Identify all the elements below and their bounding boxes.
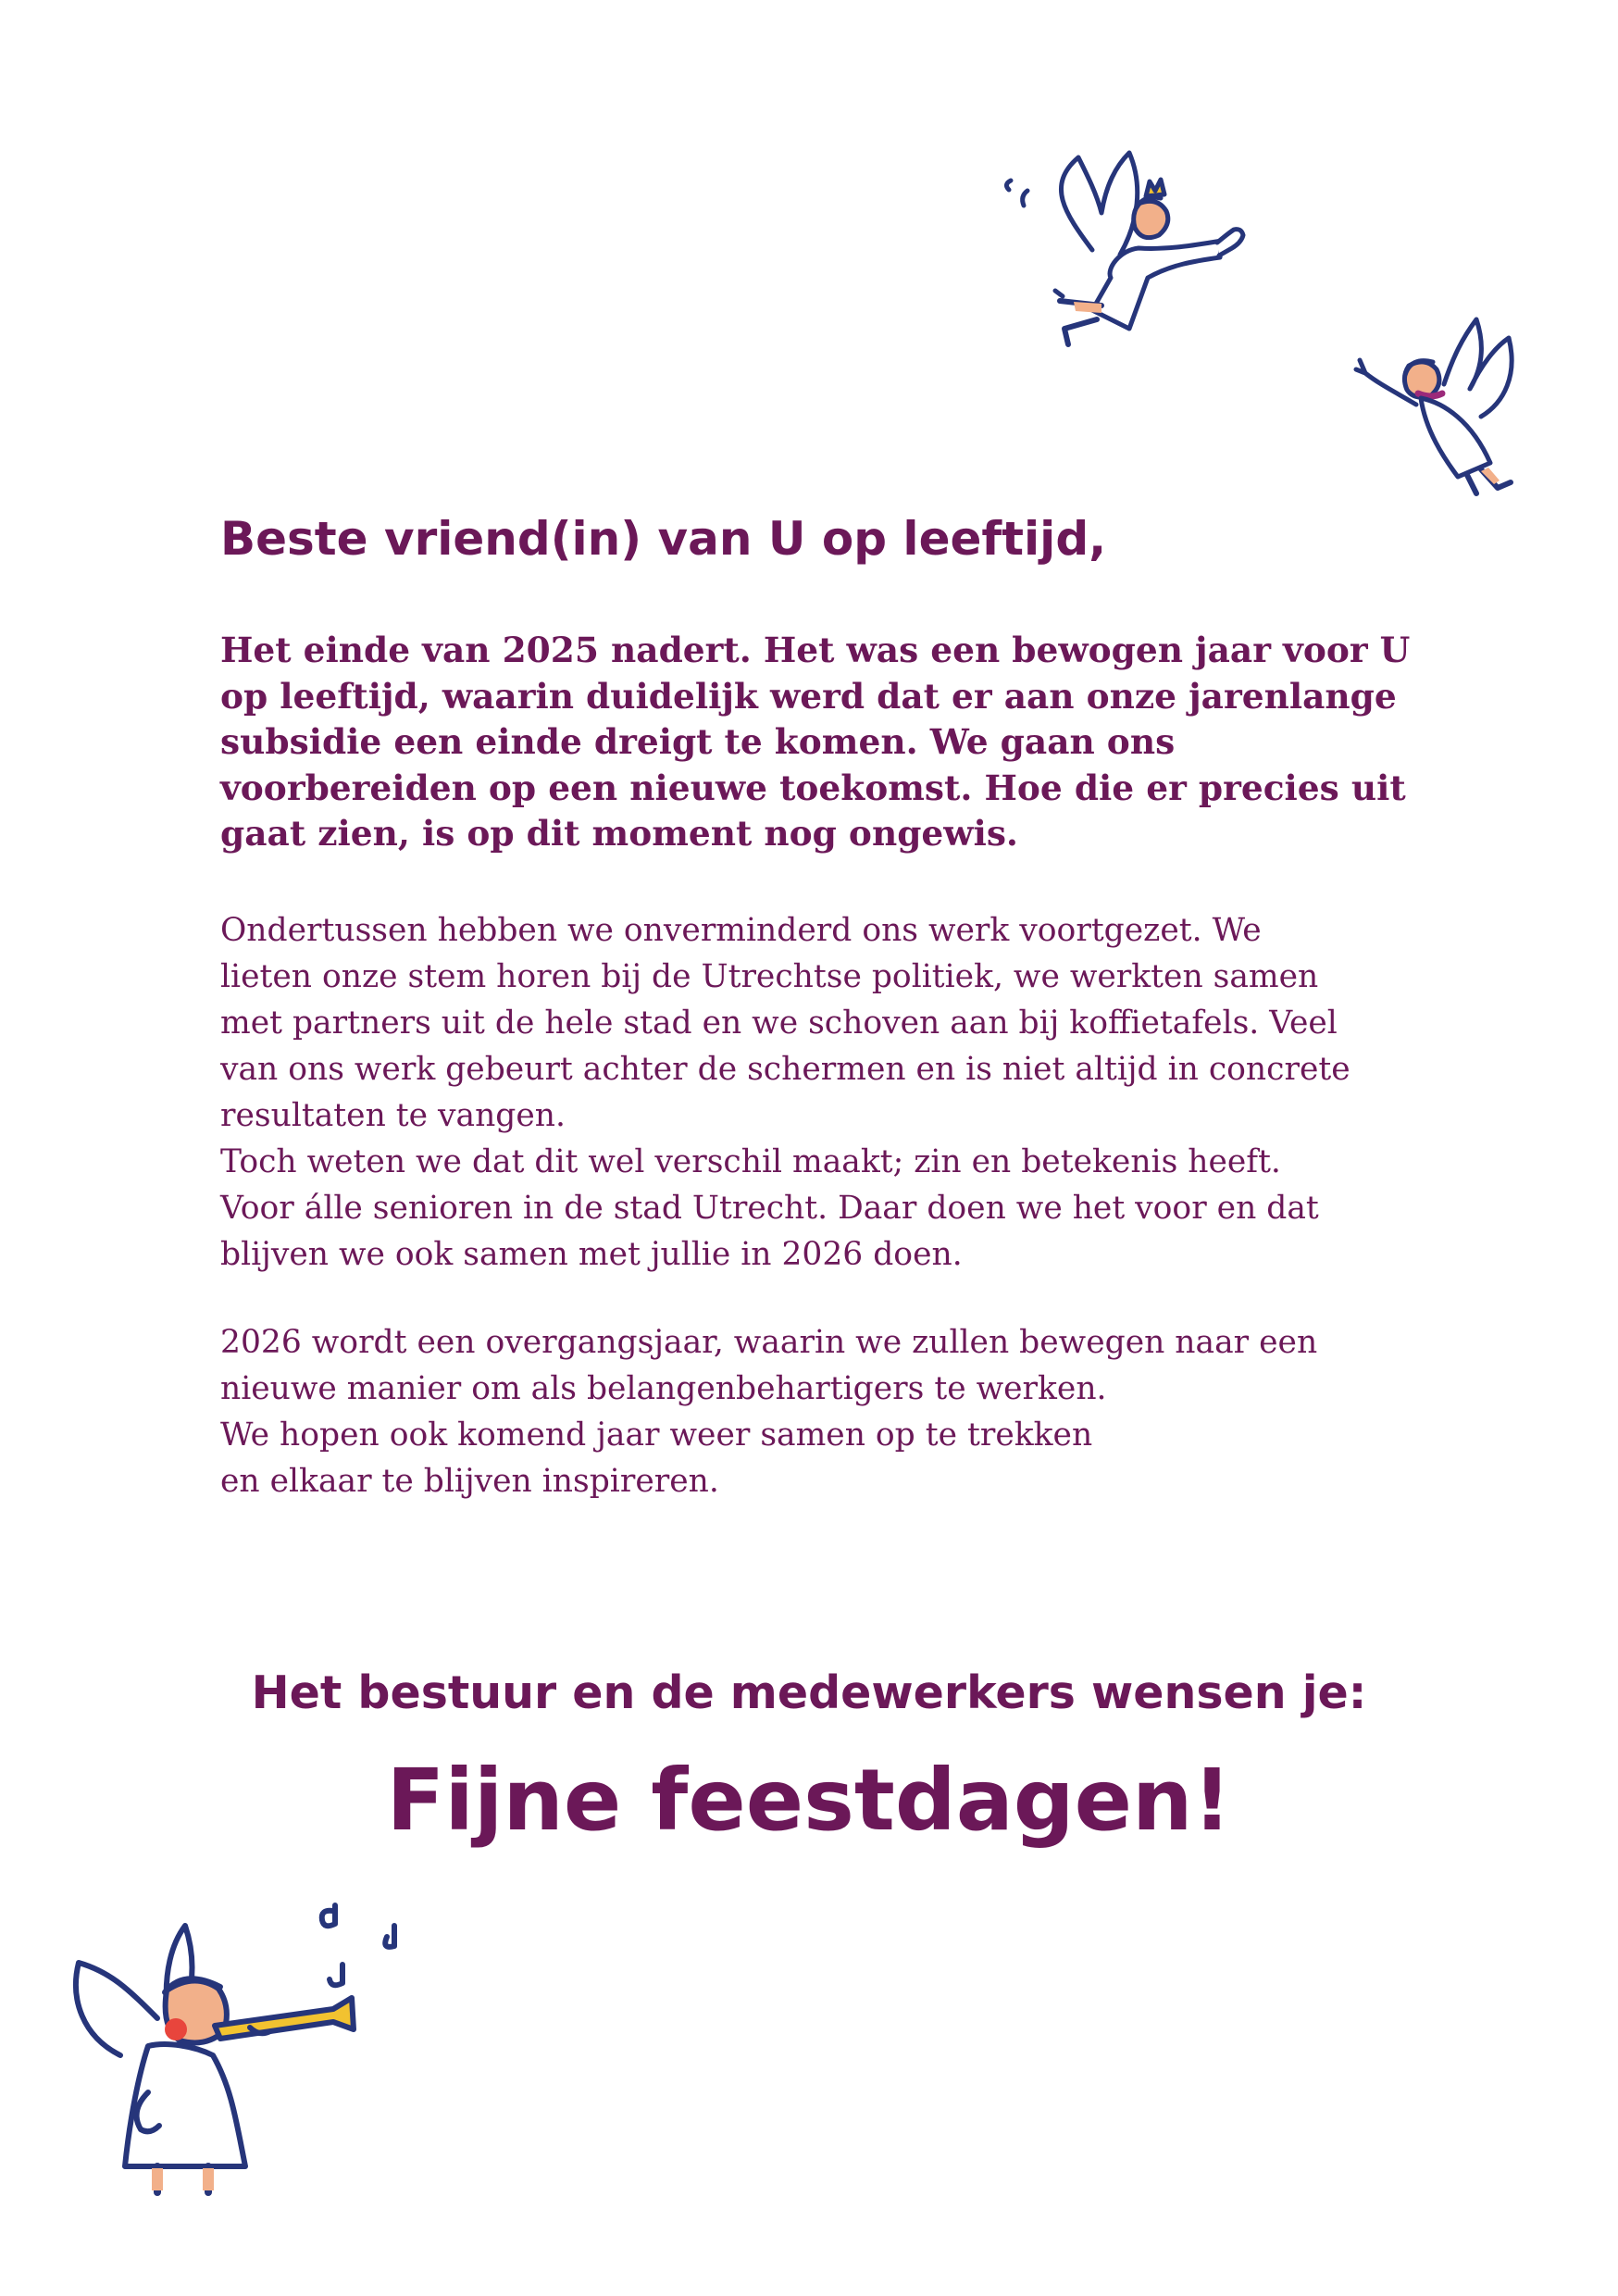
paragraph-line: lieten onze stem horen bij de Utrechtse politiek, we werkten samen <box>220 958 1319 995</box>
paragraph-line: en elkaar te blijven inspireren. <box>220 1463 719 1500</box>
paragraph-line: resultaten te vangen. <box>220 1097 566 1134</box>
paragraph-line: Toch weten we dat dit wel verschil maakt; zin en betekenis heeft. <box>220 1143 1281 1180</box>
body-paragraph-1 <box>220 907 1414 1278</box>
wish-heading: Fijne feestdagen! <box>386 1751 1232 1850</box>
greeting-heading: Beste vriend(in) van U op leeftijd, <box>220 512 1107 566</box>
paragraph-line: blijven we ook samen met jullie in 2026 doen. <box>220 1236 963 1273</box>
body-paragraph-2 <box>220 1319 1414 1504</box>
intro-paragraph: Het einde van 2025 nadert. Het was een bewogen jaar voor U op leeftijd, waarin duidelijk werd dat er aan onze jarenlange subsidie een einde dreigt te komen. We gaan ons voorbereiden op een nieuwe toekomst. Hoe die er precies uit gaat zien, is op dit moment nog ongewis. <box>220 630 1411 854</box>
paragraph-line: Ondertussen hebben we onverminderd ons werk voortgezet. We <box>220 912 1262 949</box>
waving-angel-illustration <box>1342 301 1537 500</box>
paragraph-line: 2026 wordt een overgangsjaar, waarin we zullen bewegen naar een <box>220 1324 1318 1361</box>
paragraph-line: nieuwe manier om als belangenbehartigers te werken. <box>220 1370 1107 1407</box>
wish-subheading: Het bestuur en de medewerkers wensen je: <box>251 1666 1367 1719</box>
paragraph-line: met partners uit de hele stad en we schoven aan bij koffietafels. Veel <box>220 1004 1338 1042</box>
flying-angel-illustration <box>990 139 1259 370</box>
trumpet-angel-illustration <box>56 1889 426 2194</box>
paragraph-line: Voor álle senioren in de stad Utrecht. Daar doen we het voor en dat <box>220 1190 1319 1227</box>
paragraph-line: van ons werk gebeurt achter de schermen en is niet altijd in concrete <box>220 1051 1350 1088</box>
paragraph-line: We hopen ook komend jaar weer samen op te trekken <box>220 1416 1093 1454</box>
